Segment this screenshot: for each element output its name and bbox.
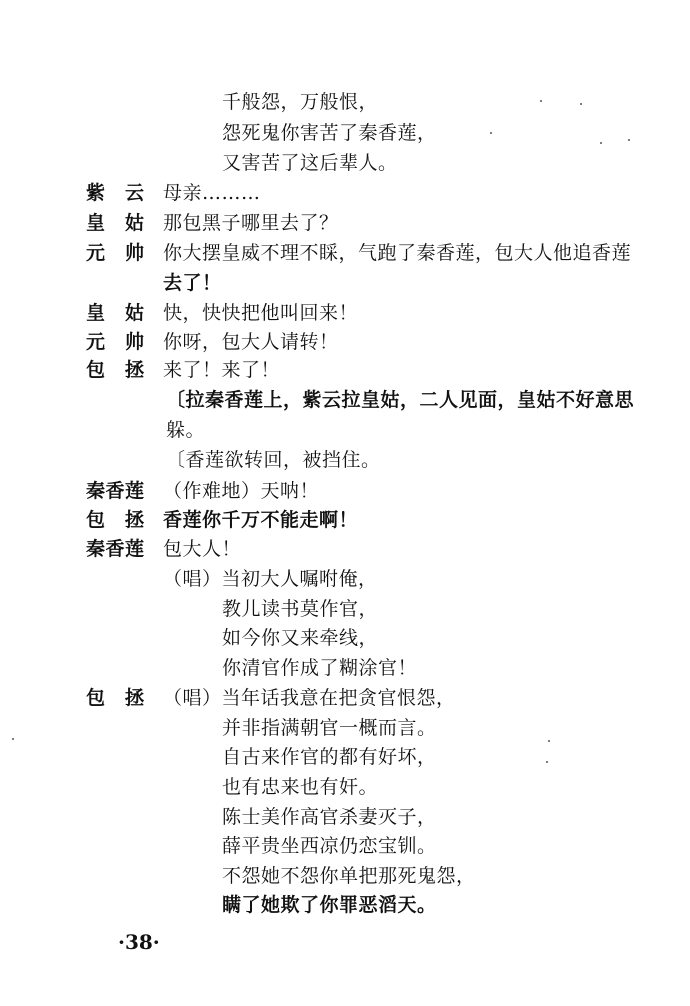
dialogue-text: 母亲……… bbox=[163, 182, 261, 204]
verse-line: 怨死鬼你害苦了秦香莲， bbox=[222, 122, 437, 144]
song-opening: （唱）当初大人嘱咐俺， bbox=[163, 568, 378, 590]
dialogue-text: 香莲你千万不能走啊！ bbox=[163, 509, 359, 531]
dialogue-text: 你呀，包大人请转！ bbox=[163, 331, 339, 353]
stage-direction: 〔香莲欲转回，被挡住。 bbox=[166, 449, 381, 471]
song-line: 也有忠来也有奸。 bbox=[222, 776, 379, 798]
song-line: 瞒了她欺了你罪恶滔天。 bbox=[222, 894, 437, 916]
song-line: 教儿读书莫作官， bbox=[222, 598, 379, 620]
dialogue-text: 包大人！ bbox=[163, 538, 242, 560]
dialogue-text: （作难地）天呐！ bbox=[163, 480, 320, 502]
dialogue-text: 你大摆皇威不理不睬，气跑了秦香莲，包大人他追香莲 bbox=[163, 242, 632, 264]
scan-speck bbox=[628, 139, 630, 141]
scan-speck bbox=[540, 100, 542, 102]
scan-speck bbox=[490, 132, 492, 134]
song-opening: （唱）当年话我意在把贪官恨怨， bbox=[163, 687, 456, 709]
speaker-name: 皇 姑 bbox=[86, 302, 145, 324]
dialogue-text: 快，快快把他叫回来！ bbox=[163, 302, 359, 324]
speaker-name: 包 拯 bbox=[86, 359, 145, 381]
song-line: 并非指满朝官一概而言。 bbox=[222, 717, 437, 739]
scan-speck bbox=[548, 740, 550, 742]
speaker-name: 紫 云 bbox=[86, 182, 145, 204]
scan-speck bbox=[12, 738, 14, 740]
stage-direction: 〔拉秦香莲上，紫云拉皇姑，二人见面，皇姑不好意思 bbox=[166, 389, 635, 411]
dialogue-text-continued: 去了！ bbox=[163, 272, 222, 294]
song-line: 陈士美作高官杀妻灭子， bbox=[222, 806, 437, 828]
speaker-name: 秦香莲 bbox=[86, 480, 145, 502]
song-line: 不怨她不怨你单把那死鬼怨， bbox=[222, 865, 476, 887]
scan-speck bbox=[600, 142, 602, 144]
page-number: ·38· bbox=[118, 930, 160, 954]
speaker-name: 包 拯 bbox=[86, 509, 145, 531]
scan-speck bbox=[546, 761, 548, 763]
dialogue-text: 来了！来了！ bbox=[163, 359, 281, 381]
song-line: 薛平贵坐西凉仍恋宝钏。 bbox=[222, 835, 437, 857]
verse-line: 千般怨，万般恨， bbox=[222, 91, 379, 113]
speaker-name: 元 帅 bbox=[86, 242, 145, 264]
song-line: 你清官作成了糊涂官！ bbox=[222, 657, 418, 679]
song-line: 自古来作官的都有好坏， bbox=[222, 746, 437, 768]
scan-speck bbox=[580, 103, 582, 105]
speaker-name: 皇 姑 bbox=[86, 212, 145, 234]
speaker-name: 秦香莲 bbox=[86, 538, 145, 560]
verse-line: 又害苦了这后辈人。 bbox=[222, 152, 398, 174]
song-line: 如今你又来牵线， bbox=[222, 627, 379, 649]
stage-direction-continued: 躲。 bbox=[166, 419, 206, 441]
dialogue-text: 那包黑子哪里去了？ bbox=[163, 212, 339, 234]
speaker-name: 包 拯 bbox=[86, 687, 145, 709]
speaker-name: 元 帅 bbox=[86, 331, 145, 353]
